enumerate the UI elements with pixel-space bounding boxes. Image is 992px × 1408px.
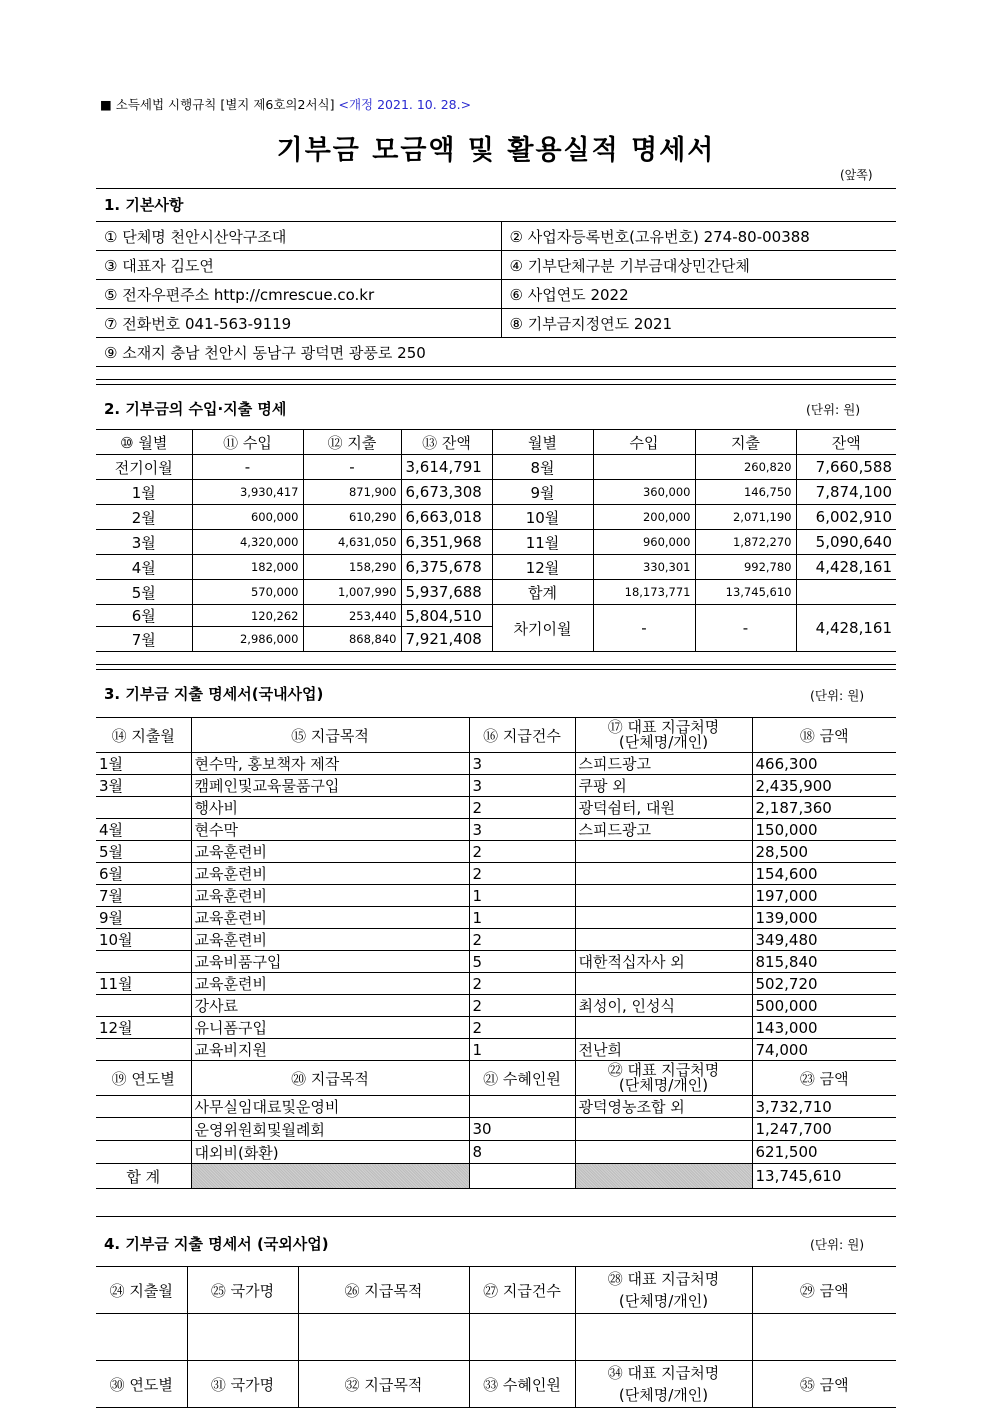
amount-cell: 349,480 — [752, 929, 896, 951]
income-cell: 360,000 — [593, 480, 695, 505]
table-row — [96, 973, 896, 995]
recipient-cell: 쿠팡 외 — [575, 775, 752, 797]
col-recipient-2-line1: ㉞ 대표 지급처명 — [607, 1364, 720, 1382]
amount-cell: 2,435,900 — [752, 775, 896, 797]
biz-no-cell: ② 사업자등록번호(고유번호) 274-80-00388 — [501, 222, 896, 251]
col-recipient-line1: ㉘ 대표 지급처명 — [607, 1270, 720, 1288]
amount-cell: 815,840 — [752, 951, 896, 973]
empty-cell — [298, 1314, 469, 1361]
table-row — [96, 530, 896, 555]
count-cell: 5 — [469, 951, 575, 973]
expense-cell: 2,071,190 — [695, 505, 796, 530]
recipient-cell — [575, 929, 752, 951]
table-row — [96, 951, 896, 973]
table-row — [96, 555, 896, 580]
income-cell: 570,000 — [192, 580, 303, 605]
col-month-2: 월별 — [492, 430, 593, 455]
col-year: ⑲ 연도별 — [96, 1061, 191, 1096]
month-cell: 10월 — [96, 929, 191, 951]
purpose-cell: 운영위원회및월례회 — [191, 1118, 469, 1141]
expense-cell: 868,840 — [303, 627, 401, 652]
table-row — [96, 1141, 896, 1164]
income-cell: 182,000 — [192, 555, 303, 580]
income-cell: 600,000 — [192, 505, 303, 530]
col-amount: ⑱ 금액 — [752, 718, 896, 753]
empty-cell — [752, 1314, 896, 1361]
table-row — [96, 863, 896, 885]
form-reference — [100, 95, 471, 113]
col-count: ㉗ 지급건수 — [469, 1267, 575, 1314]
section-overseas-heading: 4. 기부금 지출 명세서 (국외사업) — [104, 1235, 329, 1253]
table-row — [96, 480, 896, 505]
table-row — [96, 1096, 896, 1118]
page-title: 기부금 모금액 및 활용실적 명세서 — [276, 135, 716, 166]
month-cell: 6월 — [96, 605, 192, 627]
income-cell: 200,000 — [593, 505, 695, 530]
col-expense: ⑫ 지출 — [303, 430, 401, 455]
recipient-cell — [575, 973, 752, 995]
representative-cell: ③ 대표자 김도연 — [96, 251, 501, 280]
total-income-cell: 18,173,771 — [593, 580, 695, 605]
recipient-cell: 최성이, 인성식 — [575, 995, 752, 1017]
month-cell: 3월 — [96, 530, 192, 555]
balance-cell: 4,428,161 — [796, 555, 896, 580]
purpose-cell: 행사비 — [191, 797, 469, 819]
balance-cell: 3,614,791 — [401, 455, 492, 480]
col-amount-2: ㉟ 금액 — [752, 1361, 896, 1408]
month-cell — [96, 1039, 191, 1061]
col-recipient — [575, 718, 752, 753]
empty-cell — [469, 1164, 575, 1189]
beneficiaries-cell — [469, 1096, 575, 1118]
col-recipient-line2: (단체명/개인) — [618, 733, 709, 751]
domestic-unit: (단위: 원) — [810, 688, 865, 703]
expense-cell: 146,750 — [695, 480, 796, 505]
col-recipient-2 — [575, 1061, 752, 1096]
table-row — [96, 605, 896, 627]
col-purpose: ㉖ 지급목적 — [298, 1267, 469, 1314]
address-cell: ⑨ 소재지 충남 천안시 동남구 광덕면 광풍로 250 — [96, 338, 896, 367]
divider — [96, 384, 896, 385]
recipient-cell — [575, 841, 752, 863]
domestic-expense-table — [96, 717, 896, 1189]
phone-cell: ⑦ 전화번호 041-563-9119 — [96, 309, 501, 338]
month-cell: 10월 — [492, 505, 593, 530]
purpose-cell: 대외비(화환) — [191, 1141, 469, 1164]
month-cell — [96, 995, 191, 1017]
month-cell — [96, 951, 191, 973]
amount-cell: 28,500 — [752, 841, 896, 863]
purpose-cell: 교육비품구입 — [191, 951, 469, 973]
section-income-heading: 2. 기부금의 수입·지출 명세 — [104, 400, 287, 418]
count-cell: 2 — [469, 1017, 575, 1039]
income-cell: 120,262 — [192, 605, 303, 627]
recipient-cell — [575, 907, 752, 929]
recipient-cell: 광덕쉼터, 대원 — [575, 797, 752, 819]
designation-year-cell: ⑧ 기부금지정연도 2021 — [501, 309, 896, 338]
divider — [96, 664, 896, 665]
amount-cell: 500,000 — [752, 995, 896, 1017]
expense-cell: 871,900 — [303, 480, 401, 505]
count-cell: 3 — [469, 819, 575, 841]
income-cell: 960,000 — [593, 530, 695, 555]
amount-cell: 1,247,700 — [752, 1118, 896, 1141]
purpose-cell: 교육훈련비 — [191, 929, 469, 951]
month-cell: 11월 — [492, 530, 593, 555]
amount-cell: 154,600 — [752, 863, 896, 885]
recipient-cell — [575, 1141, 752, 1164]
recipient-cell — [575, 863, 752, 885]
expense-cell: - — [303, 455, 401, 480]
income-unit: (단위: 원) — [806, 402, 861, 417]
table-row — [96, 1039, 896, 1061]
count-cell: 1 — [469, 885, 575, 907]
purpose-cell: 강사료 — [191, 995, 469, 1017]
expense-cell: 1,007,990 — [303, 580, 401, 605]
balance-cell: 5,937,688 — [401, 580, 492, 605]
col-month: ⑩ 월별 — [96, 430, 192, 455]
carry-income-cell: - — [593, 605, 695, 652]
purpose-cell: 교육훈련비 — [191, 973, 469, 995]
month-cell: 12월 — [96, 1017, 191, 1039]
col-recipient-2 — [575, 1361, 752, 1408]
month-cell: 3월 — [96, 775, 191, 797]
count-cell: 2 — [469, 995, 575, 1017]
amount-cell: 3,732,710 — [752, 1096, 896, 1118]
purpose-cell: 교육훈련비 — [191, 907, 469, 929]
shaded-cell — [575, 1164, 752, 1189]
year-cell — [96, 1141, 191, 1164]
balance-cell: 6,351,968 — [401, 530, 492, 555]
col-amount-2: ㉓ 금액 — [752, 1061, 896, 1096]
email-cell: ⑤ 전자우편주소 http://cmrescue.co.kr — [96, 280, 501, 309]
overseas-expense-table — [96, 1266, 896, 1408]
balance-cell: 6,673,308 — [401, 480, 492, 505]
amount-cell: 502,720 — [752, 973, 896, 995]
balance-cell: 6,663,018 — [401, 505, 492, 530]
amount-cell: 74,000 — [752, 1039, 896, 1061]
col-count: ⑯ 지급건수 — [469, 718, 575, 753]
section-domestic-heading: 3. 기부금 지출 명세서(국내사업) — [104, 685, 324, 703]
month-cell: 5월 — [96, 580, 192, 605]
count-cell: 2 — [469, 797, 575, 819]
month-cell: 11월 — [96, 973, 191, 995]
table-row — [96, 819, 896, 841]
amount-cell: 150,000 — [752, 819, 896, 841]
col-purpose-2: ⑳ 지급목적 — [191, 1061, 469, 1096]
table-row — [96, 580, 896, 605]
donation-type-cell: ④ 기부단체구분 기부금대상민간단체 — [501, 251, 896, 280]
purpose-cell: 캠페인및교육물품구입 — [191, 775, 469, 797]
income-cell: 330,301 — [593, 555, 695, 580]
revision-text: <개정 2021. 10. 28.> — [338, 97, 472, 112]
month-cell: 4월 — [96, 819, 191, 841]
balance-cell: 6,002,910 — [796, 505, 896, 530]
divider — [96, 188, 896, 189]
balance-cell: 7,660,588 — [796, 455, 896, 480]
amount-cell: 621,500 — [752, 1141, 896, 1164]
month-cell: 9월 — [492, 480, 593, 505]
purpose-cell: 현수막 — [191, 819, 469, 841]
count-cell: 3 — [469, 775, 575, 797]
recipient-cell: 스피드광고 — [575, 753, 752, 775]
month-cell: 5월 — [96, 841, 191, 863]
col-beneficiaries: ㉝ 수혜인원 — [469, 1361, 575, 1408]
amount-cell: 139,000 — [752, 907, 896, 929]
balance-cell: 5,090,640 — [796, 530, 896, 555]
col-recipient-line2: (단체명/개인) — [618, 1292, 709, 1310]
col-income-2: 수입 — [593, 430, 695, 455]
amount-cell: 197,000 — [752, 885, 896, 907]
purpose-cell: 교육훈련비 — [191, 885, 469, 907]
recipient-cell: 전난희 — [575, 1039, 752, 1061]
purpose-cell: 교육비지원 — [191, 1039, 469, 1061]
front-label: (앞쪽) — [840, 168, 873, 182]
carry-label-cell: 차기이월 — [492, 605, 593, 652]
beneficiaries-cell: 8 — [469, 1141, 575, 1164]
income-cell: 4,320,000 — [192, 530, 303, 555]
form-ref-text: ■ 소득세법 시행규칙 [별지 제6호의2서식] — [100, 97, 335, 112]
month-cell: 전기이월 — [96, 455, 192, 480]
recipient-cell — [575, 885, 752, 907]
recipient-cell — [575, 1017, 752, 1039]
table-row — [96, 995, 896, 1017]
table-row — [96, 455, 896, 480]
month-cell — [96, 797, 191, 819]
month-cell: 1월 — [96, 480, 192, 505]
beneficiaries-cell: 30 — [469, 1118, 575, 1141]
total-amount: 13,745,610 — [752, 1164, 896, 1189]
col-country: ㉕ 국가명 — [187, 1267, 298, 1314]
carry-balance-cell: 4,428,161 — [796, 605, 896, 652]
col-expense-month: ㉔ 지출월 — [96, 1267, 187, 1314]
recipient-cell: 스피드광고 — [575, 819, 752, 841]
count-cell: 1 — [469, 907, 575, 929]
table-row — [96, 1118, 896, 1141]
purpose-cell: 사무실임대료및운영비 — [191, 1096, 469, 1118]
purpose-cell: 교육훈련비 — [191, 841, 469, 863]
count-cell: 2 — [469, 863, 575, 885]
purpose-cell: 교육훈련비 — [191, 863, 469, 885]
recipient-cell — [575, 1118, 752, 1141]
year-cell — [96, 1096, 191, 1118]
expense-cell: 4,631,050 — [303, 530, 401, 555]
recipient-cell: 대한적십자사 외 — [575, 951, 752, 973]
col-balance: ⑬ 잔액 — [401, 430, 492, 455]
col-recipient — [575, 1267, 752, 1314]
col-purpose: ⑮ 지급목적 — [191, 718, 469, 753]
month-cell: 12월 — [492, 555, 593, 580]
count-cell: 1 — [469, 1039, 575, 1061]
balance-cell — [796, 580, 896, 605]
biz-year-cell: ⑥ 사업연도 2022 — [501, 280, 896, 309]
month-cell: 9월 — [96, 907, 191, 929]
shaded-cell — [191, 1164, 469, 1189]
expense-cell: 158,290 — [303, 555, 401, 580]
month-cell: 7월 — [96, 885, 191, 907]
month-cell: 6월 — [96, 863, 191, 885]
table-row — [96, 907, 896, 929]
amount-cell: 466,300 — [752, 753, 896, 775]
count-cell: 2 — [469, 929, 575, 951]
table-row — [96, 753, 896, 775]
col-expense-2: 지출 — [695, 430, 796, 455]
income-cell: 3,930,417 — [192, 480, 303, 505]
table-row — [96, 775, 896, 797]
count-cell: 3 — [469, 753, 575, 775]
col-balance-2: 잔액 — [796, 430, 896, 455]
balance-cell: 5,804,510 — [401, 605, 492, 627]
income-cell — [593, 455, 695, 480]
expense-cell: 253,440 — [303, 605, 401, 627]
recipient-cell: 광덕영농조합 외 — [575, 1096, 752, 1118]
amount-cell: 143,000 — [752, 1017, 896, 1039]
empty-cell — [575, 1314, 752, 1361]
month-cell: 8월 — [492, 455, 593, 480]
income-cell: - — [192, 455, 303, 480]
section-basic-heading: 1. 기본사항 — [104, 196, 184, 214]
expense-cell: 260,820 — [695, 455, 796, 480]
count-cell: 2 — [469, 841, 575, 863]
year-cell — [96, 1118, 191, 1141]
month-cell: 7월 — [96, 627, 192, 652]
month-cell: 1월 — [96, 753, 191, 775]
total-row — [96, 1164, 896, 1189]
total-label: 합 계 — [96, 1164, 191, 1189]
divider — [96, 1216, 896, 1217]
col-recipient-2-line1: ㉒ 대표 지급처명 — [607, 1061, 720, 1079]
expense-cell: 610,290 — [303, 505, 401, 530]
divider — [96, 379, 896, 380]
table-row — [96, 841, 896, 863]
basic-info-table — [96, 221, 896, 367]
col-expense-month: ⑭ 지출월 — [96, 718, 191, 753]
month-cell: 4월 — [96, 555, 192, 580]
col-recipient-line1: ⑰ 대표 지급처명 — [607, 718, 720, 736]
expense-cell: 992,780 — [695, 555, 796, 580]
col-year: ㉚ 연도별 — [96, 1361, 187, 1408]
carry-expense-cell: - — [695, 605, 796, 652]
org-name-cell: ① 단체명 천안시산악구조대 — [96, 222, 501, 251]
income-cell: 2,986,000 — [192, 627, 303, 652]
col-country-2: ㉛ 국가명 — [187, 1361, 298, 1408]
col-recipient-2-line2: (단체명/개인) — [618, 1076, 709, 1094]
amount-cell: 2,187,360 — [752, 797, 896, 819]
purpose-cell: 현수막, 홍보책자 제작 — [191, 753, 469, 775]
table-row — [96, 885, 896, 907]
col-amount: ㉙ 금액 — [752, 1267, 896, 1314]
table-row — [96, 929, 896, 951]
balance-cell: 7,874,100 — [796, 480, 896, 505]
balance-cell: 7,921,408 — [401, 627, 492, 652]
col-income: ⑪ 수입 — [192, 430, 303, 455]
balance-cell: 6,375,678 — [401, 555, 492, 580]
table-row — [96, 797, 896, 819]
month-cell: 2월 — [96, 505, 192, 530]
table-row — [96, 1314, 896, 1361]
col-purpose-2: ㉜ 지급목적 — [298, 1361, 469, 1408]
empty-cell — [469, 1314, 575, 1361]
total-expense-cell: 13,745,610 — [695, 580, 796, 605]
empty-cell — [96, 1314, 187, 1361]
expense-cell: 1,872,270 — [695, 530, 796, 555]
income-expense-table — [96, 429, 896, 652]
overseas-unit: (단위: 원) — [810, 1237, 865, 1252]
purpose-cell: 유니폼구입 — [191, 1017, 469, 1039]
table-row — [96, 505, 896, 530]
table-row — [96, 1017, 896, 1039]
empty-cell — [187, 1314, 298, 1361]
divider — [96, 669, 896, 670]
col-recipient-2-line2: (단체명/개인) — [618, 1386, 709, 1404]
col-beneficiaries: ㉑ 수혜인원 — [469, 1061, 575, 1096]
count-cell: 2 — [469, 973, 575, 995]
total-label-cell: 합계 — [492, 580, 593, 605]
